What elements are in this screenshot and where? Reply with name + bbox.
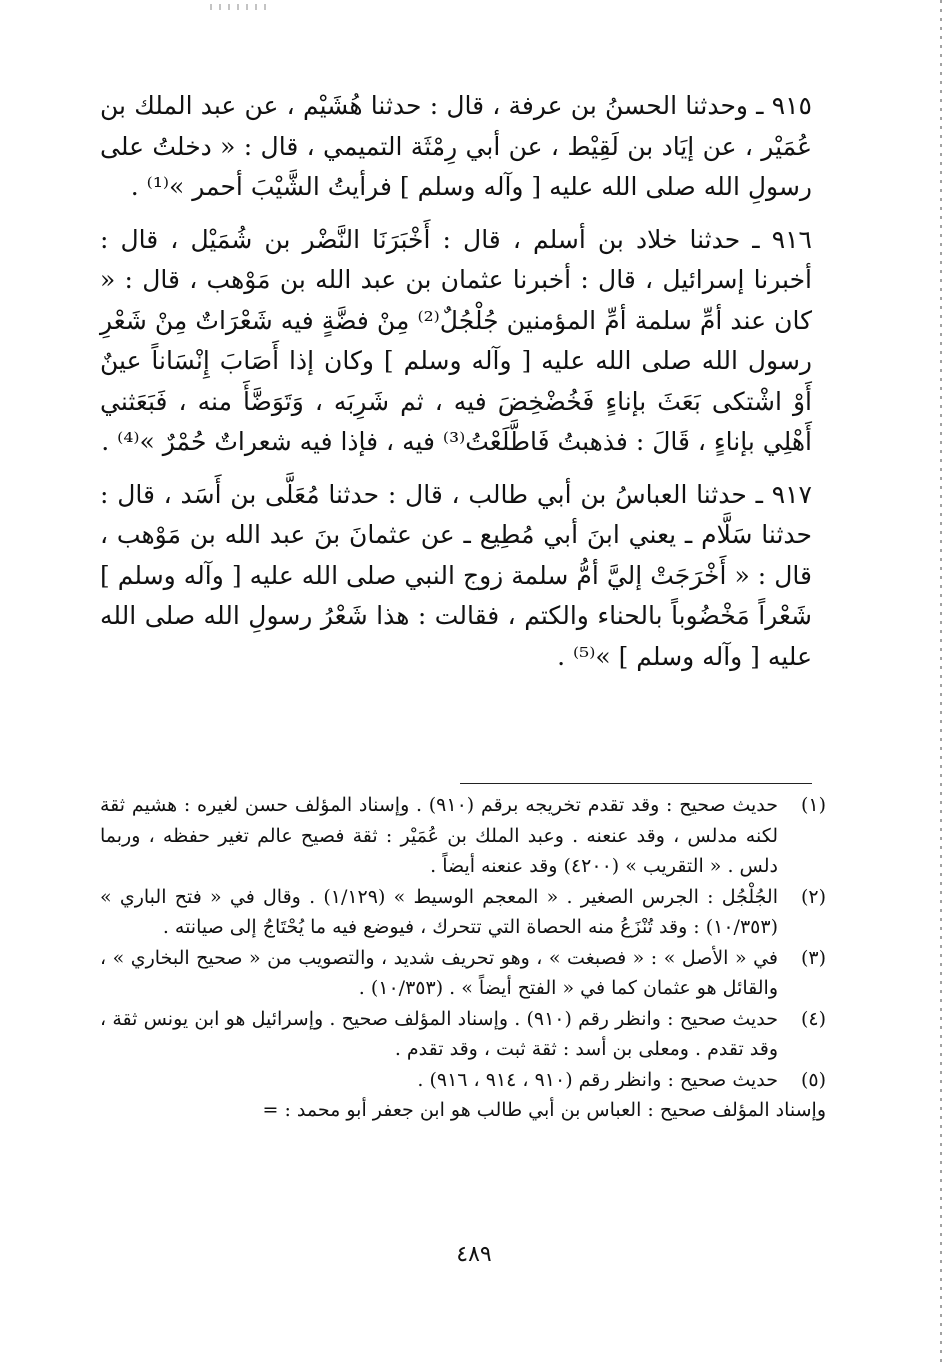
scan-edge-artifact <box>940 0 942 1363</box>
main-text <box>100 86 812 689</box>
footnote-number: (٢) <box>800 885 826 908</box>
footnote-text: حديث صحيح : وانظر رقم (٩١٠ ، ٩١٤ ، ٩١٦) . <box>417 1068 778 1091</box>
footnote-text: الجُلْجُل : الجرس الصغير . « المعجم الوسيط » (١/١٢٩) . وقال في « فتح الباري » (١٠/٣٥٣) : وقد تُنْزَعُ منه الحصاة التي تتحرك ، فيوضع فيه ما يُحْتَاجُ إلى صيانته . <box>100 885 778 938</box>
footnote-number: (٤) <box>800 1007 826 1030</box>
footnote-text: حديث صحيح : وانظر رقم (٩١٠) . وإسناد المؤلف صحيح . وإسرائيل هو ابن يونس ثقة ، وقد تقدم . ومعلى بن أسد : ثقة ثبت ، وقد تقدم . <box>100 1007 778 1060</box>
footnote-text: في « الأصل » : « فصبغت » ، وهو تحريف شديد ، والتصويب من « صحيح البخاري » ، والقائل هو عثمان كما في « الفتح أيضاً » . (١٠/٣٥٣) . <box>100 946 778 999</box>
hadith-917: ٩١٧ ـ حدثنا العباسُ بن أبي طالب ، قال : حدثنا مُعَلَّى بن أَسَد ، قال : حدثنا سَلَّام ـ يعني ابنَ أبي مُطِيع ـ عن عثمانَ بنَ عبد الله بن مَوْهب ، قال : « أَخْرَجَتْ إليَّ أمُّ سلمة زوج النبي صلى الله عليه [ وآله وسلم ] شَعْراً مَخْضُوباً بالحناء والكتم ، فقالت : هذا شَعْرُ رسولِ الله صلى الله عليه [ وآله وسلم ] »⁽⁵⁾ . <box>100 479 812 671</box>
footnote-3 <box>100 943 826 1004</box>
hadith-915: ٩١٥ ـ وحدثنا الحسنُ بن عرفة ، قال : حدثنا هُشَيْم ، عن عبد الملك بن عُمَيْر ، عن إيَاد بن لَقِيْط ، عن أبي رِمْثَة التميمي ، قال : « دخلتُ على رسولِ الله صلى الله عليه [ وآله وسلم ] فرأيتُ الشَّيْبَ أحمر »⁽¹⁾ . <box>100 91 812 201</box>
footnote-5 <box>100 1065 826 1096</box>
hadith-916: ٩١٦ ـ حدثنا خلاد بن أسلم ، قال : أَخْبَرَنَا النَّضْر بن شُمَيْل ، قال : أخبرنا إسرائيل ، قال : أخبرنا عثمان بن عبد الله بن مَوْهب ، قال : « كان عند أمِّ سلمة أمِّ المؤمنين جُلْجُلٌ⁽²⁾ مِنْ فضَّةٍ فيه شَعْرَاتٌ مِنْ شَعْرِ رسول الله صلى الله عليه [ وآله وسلم ] وكان إذا أَصَابَ إِنْسَاناً عينٌ أَوْ اشْتكى بَعَثَ بإناءٍ فَخُضْخِضَ فيه ، ثم شَرِبَه ، وَتَوَضَّأَ منه ، فَبَعَثني أَهْلِي بإناءٍ ، قَالَ : فذهبتُ فَاطَّلَعْتُ⁽³⁾ فيه ، فإذا فيه شعراتٌ حُمْرٌ »⁽⁴⁾ . <box>100 224 812 456</box>
footnotes <box>100 790 826 1145</box>
scan-artifact <box>210 4 270 10</box>
footnote-2 <box>100 882 826 943</box>
footnote-1 <box>100 790 826 882</box>
footnote-text: حديث صحيح : وقد تقدم تخريجه برقم (٩١٠) . وإسناد المؤلف حسن لغيره : هشيم ثقة لكنه مدلس ، وقد عنعنه . وعبد الملك بن عُمَيْر : ثقة فصيح عالم تغير حفظه ، وربما دلس . « التقريب » (٤٢٠٠) وقد عنعنه أيضاً . <box>100 794 778 877</box>
page-number: ٤٨٩ <box>456 1242 492 1267</box>
footnote-separator <box>460 783 812 784</box>
footnote-continuation: وإسناد المؤلف صحيح : العباس بن أبي طالب هو ابن جعفر أبو محمد : = <box>262 1099 826 1121</box>
footnote-number: (٥) <box>800 1068 826 1091</box>
footnote-number: (٣) <box>800 946 826 969</box>
footnote-4 <box>100 1004 826 1065</box>
footnote-number: (١) <box>800 794 826 816</box>
